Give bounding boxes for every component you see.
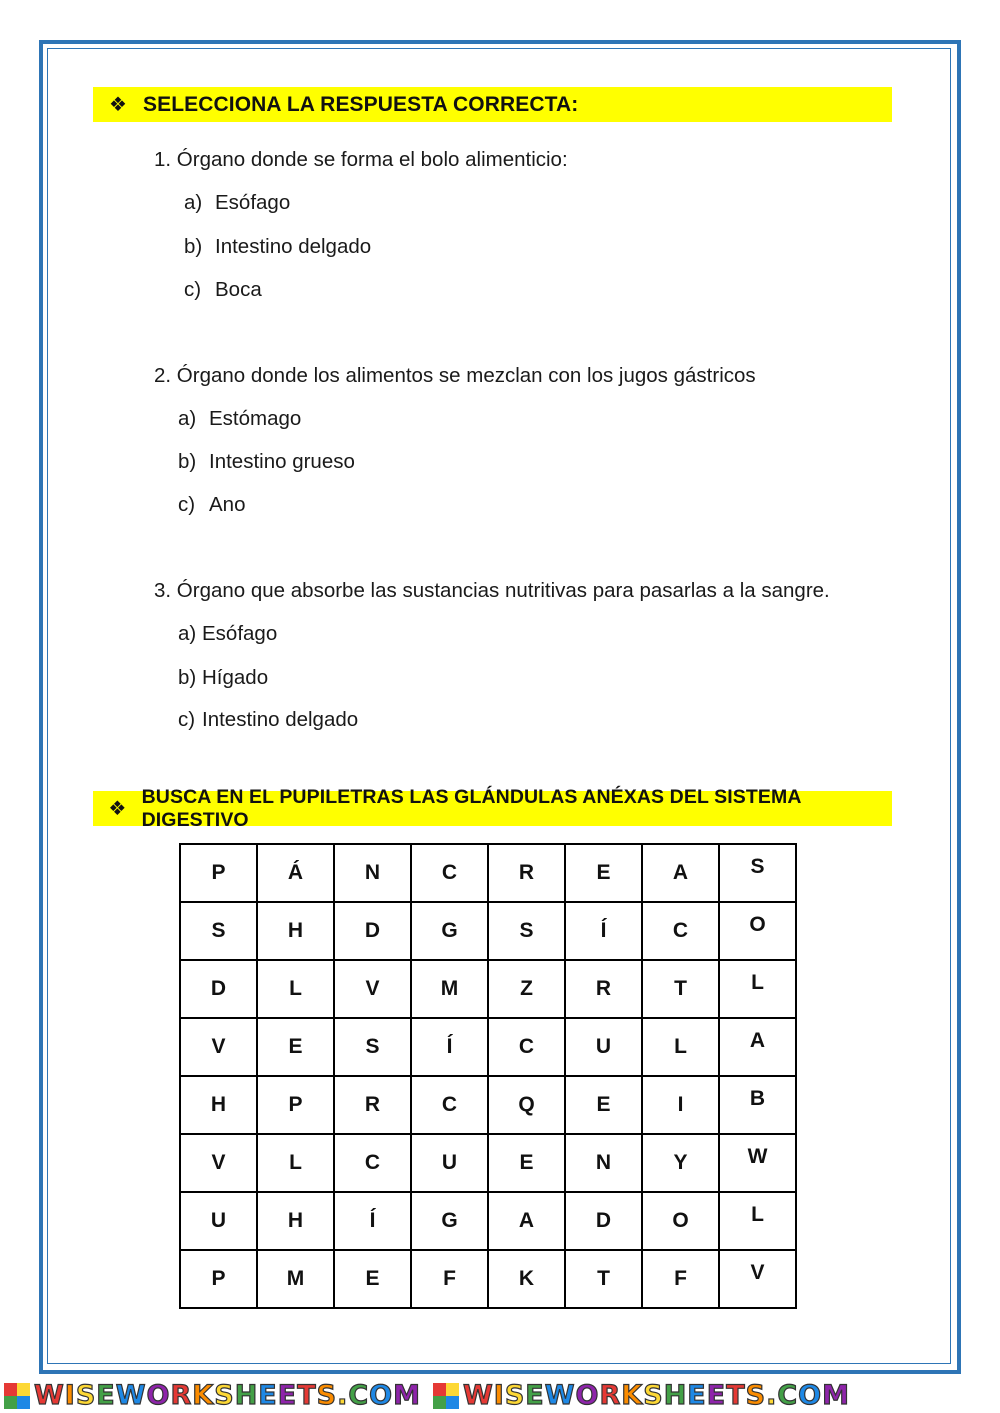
option-text: Esófago xyxy=(215,191,291,214)
grid-row xyxy=(180,1192,796,1250)
question-2-option-b[interactable] xyxy=(178,450,355,474)
grid-cell[interactable]: H xyxy=(257,902,334,960)
grid-cell[interactable]: R xyxy=(565,960,642,1018)
grid-cell[interactable]: I xyxy=(642,1076,719,1134)
option-letter: b) xyxy=(184,235,203,258)
section-heading-select-answer xyxy=(93,87,892,122)
grid-row xyxy=(180,1076,796,1134)
option-text: Intestino grueso xyxy=(209,450,355,473)
grid-cell[interactable]: S xyxy=(719,844,796,902)
section-heading-word-search xyxy=(93,785,892,831)
question-2-option-c[interactable] xyxy=(178,493,245,517)
option-letter: c) xyxy=(178,493,196,516)
grid-cell[interactable]: C xyxy=(334,1134,411,1192)
question-2-option-a[interactable] xyxy=(178,407,301,431)
grid-cell[interactable]: Í xyxy=(565,902,642,960)
question-3-option-c[interactable] xyxy=(178,708,358,732)
question-1: 1. Órgano donde se forma el bolo alimenticio: xyxy=(154,148,568,171)
grid-cell[interactable]: E xyxy=(334,1250,411,1308)
grid-cell[interactable]: Í xyxy=(334,1192,411,1250)
option-text: Boca xyxy=(215,278,262,301)
grid-cell[interactable]: V xyxy=(180,1018,257,1076)
grid-row xyxy=(180,1018,796,1076)
option-letter: a) xyxy=(184,191,203,214)
grid-cell[interactable]: Q xyxy=(488,1076,565,1134)
grid-cell[interactable]: P xyxy=(180,1250,257,1308)
question-3-option-a[interactable] xyxy=(178,622,277,646)
footer-watermark xyxy=(0,1378,1000,1413)
grid-cell[interactable]: N xyxy=(565,1134,642,1192)
grid-cell[interactable]: U xyxy=(565,1018,642,1076)
grid-cell[interactable]: C xyxy=(411,844,488,902)
grid-cell[interactable]: L xyxy=(719,1192,796,1250)
grid-row xyxy=(180,1134,796,1192)
option-letter: c) xyxy=(184,278,202,301)
option-letter: a) xyxy=(178,622,197,645)
grid-cell[interactable]: D xyxy=(565,1192,642,1250)
watermark-logo-2 xyxy=(429,1380,850,1411)
grid-row xyxy=(180,902,796,960)
grid-cell[interactable]: E xyxy=(565,1076,642,1134)
grid-cell[interactable]: L xyxy=(257,1134,334,1192)
watermark-text: WISEWORKSHEETS.COM xyxy=(34,1380,421,1411)
grid-cell[interactable]: S xyxy=(334,1018,411,1076)
grid-cell[interactable]: G xyxy=(411,1192,488,1250)
grid-cell[interactable]: R xyxy=(334,1076,411,1134)
option-text: Esófago xyxy=(202,622,278,645)
grid-cell[interactable]: E xyxy=(257,1018,334,1076)
grid-cell[interactable]: K xyxy=(488,1250,565,1308)
logo-squares-icon xyxy=(433,1383,459,1409)
grid-cell[interactable]: E xyxy=(565,844,642,902)
section-title: BUSCA EN EL PUPILETRAS LAS GLÁNDULAS ANÉXAS DEL SISTEMA DIGESTIVO xyxy=(141,785,801,831)
grid-cell[interactable]: O xyxy=(719,902,796,960)
logo-squares-icon xyxy=(4,1383,30,1409)
grid-cell[interactable]: M xyxy=(411,960,488,1018)
grid-cell[interactable]: Í xyxy=(411,1018,488,1076)
grid-cell[interactable]: C xyxy=(411,1076,488,1134)
grid-cell[interactable]: R xyxy=(488,844,565,902)
grid-row xyxy=(180,960,796,1018)
option-text: Hígado xyxy=(202,666,269,689)
grid-cell[interactable]: Á xyxy=(257,844,334,902)
option-letter: a) xyxy=(178,407,197,430)
grid-cell[interactable]: Z xyxy=(488,960,565,1018)
grid-row xyxy=(180,1250,796,1308)
option-text: Intestino delgado xyxy=(202,708,359,731)
question-1-option-c[interactable] xyxy=(184,278,262,302)
grid-row xyxy=(180,844,796,902)
grid-cell[interactable]: O xyxy=(642,1192,719,1250)
grid-cell[interactable]: D xyxy=(334,902,411,960)
grid-cell[interactable]: D xyxy=(180,960,257,1018)
option-text: Estómago xyxy=(209,407,302,430)
question-1-option-a[interactable] xyxy=(184,191,290,215)
grid-cell[interactable]: T xyxy=(642,960,719,1018)
grid-cell[interactable]: A xyxy=(719,1018,796,1076)
grid-cell[interactable]: N xyxy=(334,844,411,902)
grid-cell[interactable]: S xyxy=(180,902,257,960)
grid-cell[interactable]: E xyxy=(488,1134,565,1192)
question-3: 3. Órgano que absorbe las sustancias nutritivas para pasarlas a la sangre. xyxy=(154,579,830,602)
grid-cell[interactable]: T xyxy=(565,1250,642,1308)
grid-cell[interactable]: P xyxy=(180,844,257,902)
grid-cell[interactable]: W xyxy=(719,1134,796,1192)
grid-cell[interactable]: F xyxy=(642,1250,719,1308)
question-1-option-b[interactable] xyxy=(184,235,371,259)
watermark-logo-1 xyxy=(0,1380,421,1411)
option-letter: b) xyxy=(178,450,197,473)
grid-cell[interactable]: V xyxy=(180,1134,257,1192)
grid-cell[interactable]: C xyxy=(488,1018,565,1076)
option-text: Intestino delgado xyxy=(215,235,372,258)
question-3-option-b[interactable] xyxy=(178,666,268,690)
grid-cell[interactable]: V xyxy=(334,960,411,1018)
question-2: 2. Órgano donde los alimentos se mezclan con los jugos gástricos xyxy=(154,364,756,387)
grid-cell[interactable]: V xyxy=(719,1250,796,1308)
grid-cell[interactable]: H xyxy=(257,1192,334,1250)
grid-cell[interactable]: A xyxy=(488,1192,565,1250)
diamond-bullet-icon: ❖ xyxy=(108,798,127,820)
grid-cell[interactable]: G xyxy=(411,902,488,960)
grid-cell[interactable]: U xyxy=(411,1134,488,1192)
grid-cell[interactable]: U xyxy=(180,1192,257,1250)
grid-cell[interactable]: L xyxy=(719,960,796,1018)
section-title: SELECCIONA LA RESPUESTA CORRECTA: xyxy=(143,92,579,116)
diamond-bullet-icon: ❖ xyxy=(109,94,127,116)
option-letter: b) xyxy=(178,666,197,689)
option-text: Ano xyxy=(209,493,246,516)
grid-cell[interactable]: L xyxy=(257,960,334,1018)
grid-cell[interactable]: C xyxy=(642,902,719,960)
grid-cell[interactable]: P xyxy=(257,1076,334,1134)
option-letter: c) xyxy=(178,708,196,731)
grid-cell[interactable]: M xyxy=(257,1250,334,1308)
grid-cell[interactable]: S xyxy=(488,902,565,960)
grid-cell[interactable]: L xyxy=(642,1018,719,1076)
grid-cell[interactable]: A xyxy=(642,844,719,902)
grid-cell[interactable]: Y xyxy=(642,1134,719,1192)
grid-cell[interactable]: F xyxy=(411,1250,488,1308)
word-search-grid xyxy=(179,843,797,1309)
watermark-text: WISEWORKSHEETS.COM xyxy=(463,1380,850,1411)
grid-cell[interactable]: H xyxy=(180,1076,257,1134)
grid-cell[interactable]: B xyxy=(719,1076,796,1134)
